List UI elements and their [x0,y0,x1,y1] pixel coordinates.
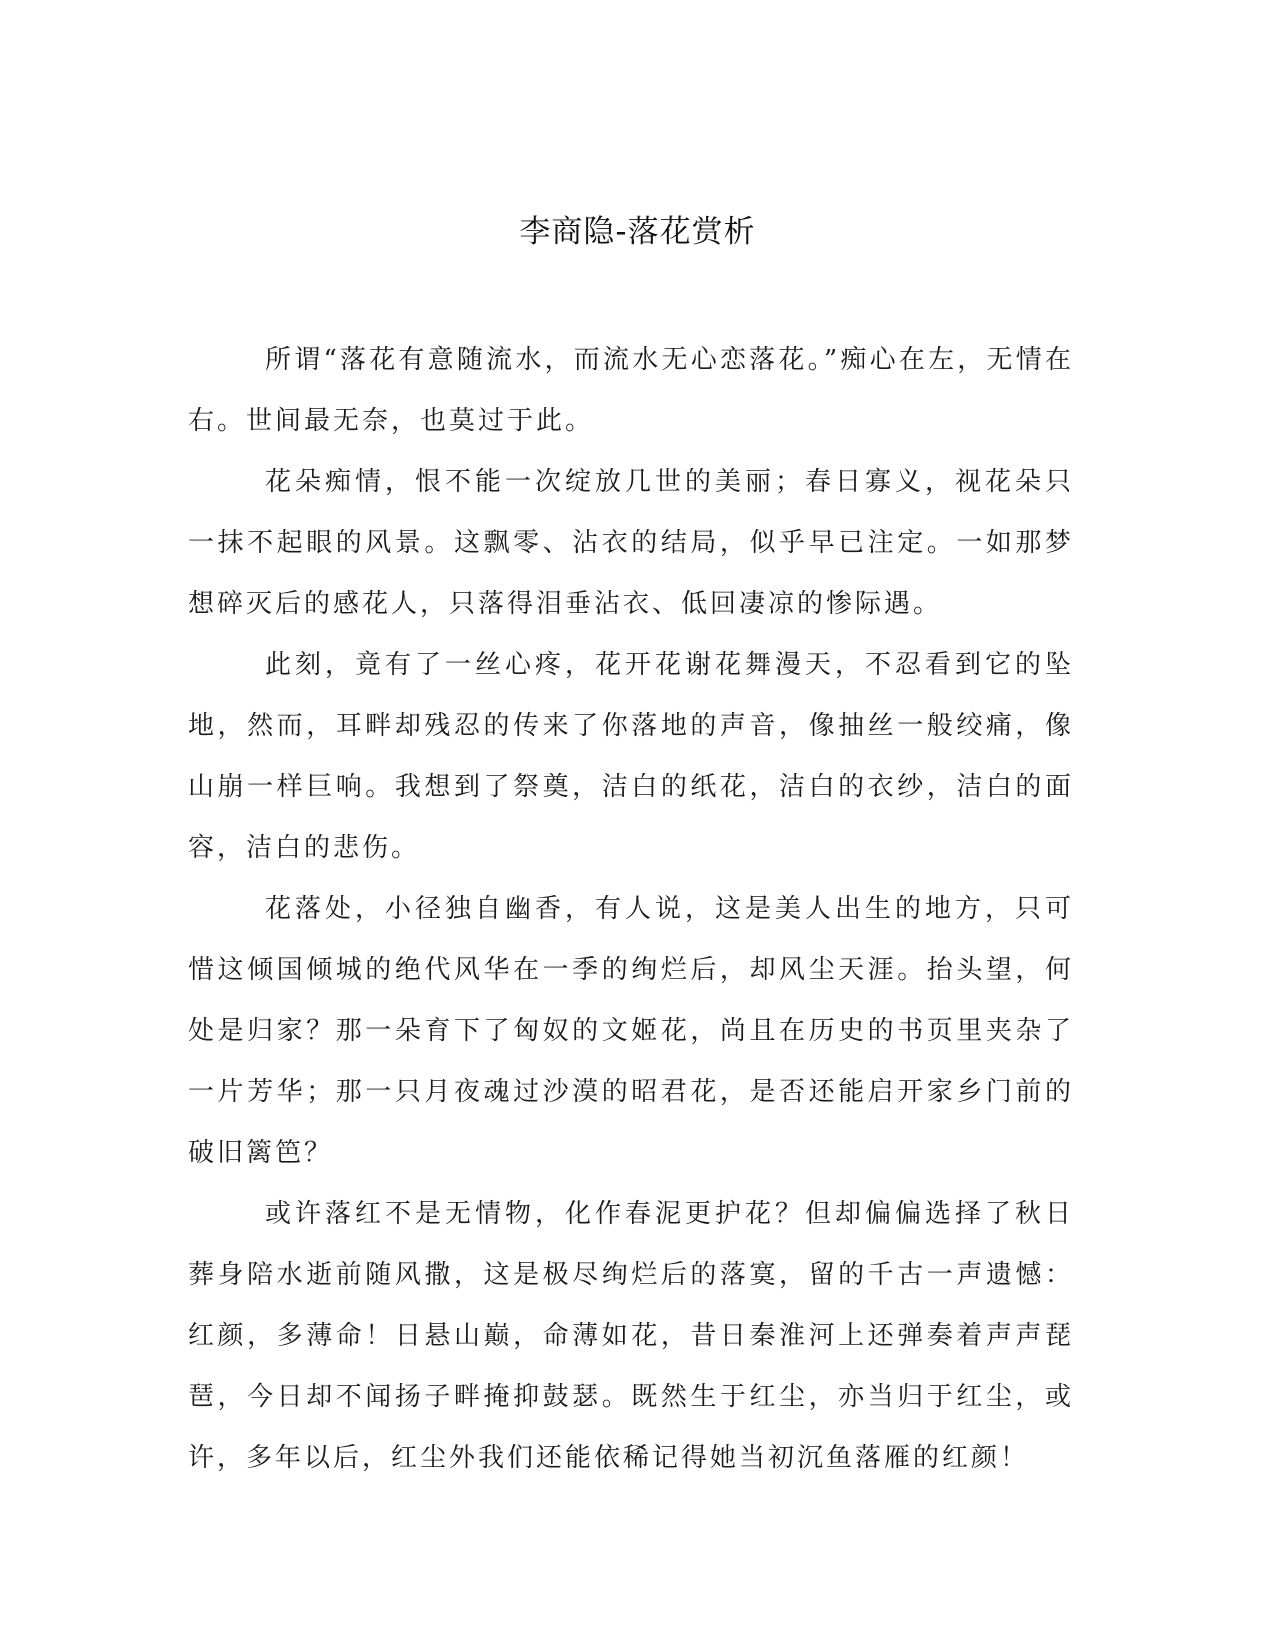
document-body [188,330,1074,1489]
paragraph-5: 或许落红不是无情物，化作春泥更护花？但却偏偏选择了秋日葬身陪水逝前随风撒，这是极尽绚烂后的落寞，留的千古一声遗憾：红颜，多薄命！日悬山巅，命薄如花，昔日秦淮河上还弹奏着声声琵琶，今日却不闻扬子畔掩抑鼓瑟。既然生于红尘，亦当归于红尘，或许，多年以后，红尘外我们还能依稀记得她当初沉鱼落雁的红颜！ [188,1199,1074,1473]
document-title: 李商隐-落花赏析 [519,214,756,250]
paragraph-3: 此刻，竟有了一丝心疼，花开花谢花舞漫天，不忍看到它的坠地，然而，耳畔却残忍的传来了你落地的声音，像抽丝一般绞痛，像山崩一样巨响。我想到了祭奠，洁白的纸花，洁白的衣纱，洁白的面容，洁白的悲伤。 [188,650,1074,863]
paragraph-4: 花落处，小径独自幽香，有人说，这是美人出生的地方，只可惜这倾国倾城的绝代风华在一季的绚烂后，却风尘天涯。抬头望，何处是归家？那一朵育下了匈奴的文姬花，尚且在历史的书页里夹杂了一片芳华；那一只月夜魂过沙漠的昭君花，是否还能启开家乡门前的破旧篱笆？ [188,894,1074,1168]
paragraph-1: 所谓“落花有意随流水，而流水无心恋落花。”痴心在左，无情在右。世间最无奈，也莫过于此。 [188,345,1074,436]
paragraph-2: 花朵痴情，恨不能一次绽放几世的美丽；春日寡义，视花朵只一抹不起眼的风景。这飘零、沾衣的结局，似乎早已注定。一如那梦想碎灭后的感花人，只落得泪垂沾衣、低回凄凉的惨际遇。 [188,467,1074,619]
